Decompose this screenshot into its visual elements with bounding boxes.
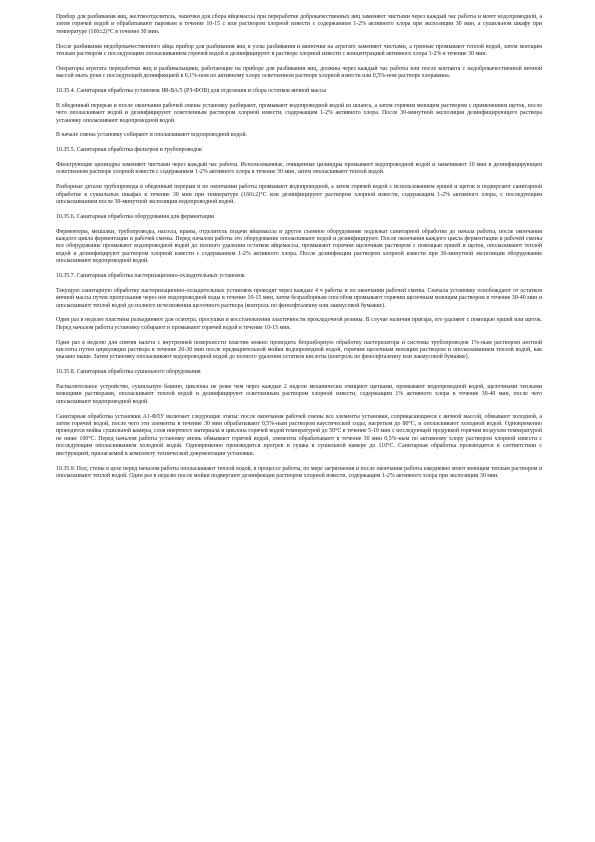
paragraph: Санитарная обработка установки А1-ФЛУ включает следующие этапы: после окончания рабочей смены все элементы установки, соприкасающиеся с яичной массой, обмывают холодной, а затем горячей водой, после чего эти элементы в течение 30 мин обрабатывают 0,5%-ным раствором каустической соды, нагретым до 80°С, и ополаскивают холодной водой. Одновременно проводится мойка сушильной камеры, слоя инертного материала и циклона горячей водой температурой до 50°С в течение 5-10 мин с последующей продувкой горячим воздухом температурой не ниже 100°С. Перед началом работы установку вновь обмывают горячей водой, элементы обрабатывают в течение 30 мин 0,5%-ным по активному хлору раствором хлорной извести с последующим ополаскиванием холодной водой. Одновременно производится прогрев и сушка в сушильной камере до 110°С. Санитарная обработка производится в соответствии с инструкцией, прилагаемой к комплекту технической документации установки. — [56, 413, 542, 457]
paragraph: В обеденный перерыв и после окончания рабочей смены установку разбирают, промывают водопроводной водой из шланга, а затем горячим моющим раствором с применением щеток, после чего ополаскивают водой и дезинфицируют осветленным раствором хлорной извести, содержащим 1-2% активного хлора. После 30-минутной экспозиции дезинфицирующего раствора установку ополаскивают водопроводной водой. — [56, 102, 542, 124]
paragraph: Распылительное устройство, сушильную башню, циклоны не реже чем через каждые 2 недели механически очищают щетками, промывают водопроводной водой, щелочными теплыми моющими растворами, ополаскивают теплой водой и дезинфицируют осветленным раствором хлорной извести, содержащим 1% активного хлора в течение 30-40 мин, после чего ополаскивают водопроводной водой. — [56, 384, 542, 405]
paragraph: Один раз в неделю для снятия налета с внутренней поверхности пластин можно проводить безразборную обработку пастеризатора и системы трубопроводов 1%-ным раствором азотной кислоты путем циркуляции раствора в течение 20-30 мин после предварительной мойки водопроводной водой, горячим щелочным моющим раствором и ополаскиванием теплой водой, как указано выше. Затем установку ополаскивают водопроводной водой до полного удаления остатков кислоты (контроль по фенолфталеину или лакмусовой бумажке). — [56, 339, 542, 361]
section-heading: 10.35.5. Санитарная обработка фильтров и трубопроводов — [56, 147, 202, 154]
section-heading: 10.35.7. Санитарная обработка пастеризационно-охладительных установок — [56, 273, 245, 280]
paragraph: Операторы агрегата переработки яиц и разбивальщики, работающие на приборе для разбивания яиц, должны через каждый час работы или после контакта с недоброкачественной яичной массой мыть руки с последующей дезинфекцией в 0,1%-ном по активному хлору осветленном растворе хлорной извести или 0,5%-ном растворе хлорамина. — [56, 65, 542, 80]
paragraph: Ферментеры, мешалки, трубопроводы, насосы, краны, отделитель подачи яйцемассы и другое съемное оборудование подлежат санитарной обработке до начала работы, после окончания каждого цикла ферментации и рабочей смены. Перед началом работы это оборудование ополаскивают водой и дезинфицируют. После окончания каждого цикла ферментации и рабочей смены все оборудование промывают водопроводной водой до полного удаления остатков яйцемассы, промывают горячим щелочным раствором с помощью ершей и щеток, ополаскивают теплой водой и дезинфицируют раствором хлорной извести с содержанием 1-2% активного хлора. После дезинфекции раствором хлорной извести при 30-минутной экспозиции оборудование ополаскивают водопроводной водой. — [56, 228, 542, 265]
paragraph: После разбивания недоброкачественного яйца прибор для разбивания яиц и узлы разбивания и ванночки на агрегате заменяют чистыми, а грязные промывают теплой водой, затем моющим теплым раствором с последующим ополаскиванием горячей водой и дезинфицируют в растворе хлорной извести с концентрацией активного хлора 1-2% в течение 30 мин. — [56, 43, 542, 58]
section-heading: 10.35.6. Санитарная обработка оборудования для ферментации — [56, 213, 215, 220]
paragraph: Текущую санитарную обработку пастеризационно-охладительных установок проводят через каждые 4 ч работы и по окончании рабочей смены. Сначала установку освобождают от остатков яичной массы путем пропускания через нее водопроводной воды в течение 10-15 мин, затем безразборным способом промывают горячим щелочным моющим раствором в течение 30-40 мин и ополаскивают теплой водой до полного исчезновения щелочного раствора (контроль по фенолфталеину или лакмусовой бумажке). — [56, 287, 542, 309]
paragraph: Разборные детали трубопровода в обеденный перерыв и по окончании работы промывают водопроводной, а затем горячей водой с использованием ершей и щеток и подвергают санитарной обработке в сушильных шкафах в течение 30 мин при температуре (160±2)°С или дезинфицируют раствором хлорной извести, содержащим 1-2% активного хлора, с последующим ополаскиванием после 30-минутной экспозиции водопроводной водой. — [56, 184, 542, 206]
document-page — [56, 14, 542, 488]
paragraph: Фильтрующие цилиндры заменяют чистыми через каждый час работы. Использованные, очищенные цилиндры промывают водопроводной водой и замачивают 10 мин в дезинфицирующем осветленном растворе хлорной извести с содержанием 1-2% активного хлора в течение 30 мин, затем ополаскивают теплой водой. — [56, 162, 542, 176]
paragraph: Один раз в неделю пластины разъединяют для осмотра, просушки и восстановления эластичности прокладочной резины. В случае наличия пригара, его удаляют с помощью ершей или щеток. Перед началом работы установку собирают и промывают горячей водой в течение 10-15 мин. — [56, 317, 542, 331]
paragraph: Прибор для разбивания яиц, желткоотделитель, чашечки для сбора яйцемассы при переработке доброкачественных яиц заменяют чистыми через каждый час работы и моют водопроводной, а затем горячей водой и обрабатывают паровым в течение 10-15 с или раствором хлорной извести с содержанием 1-2% активного хлора при экспозиции 30 мин, а сушильном шкафу при температуре (160±2)°С в течение 30 мин. — [56, 14, 542, 35]
section-heading: 10.35.8. Санитарная обработка сушильного оборудования — [56, 369, 201, 376]
paragraph: 10.35.9. Пол, стены в цехе перед началом работы ополаскивают теплой водой, в процессе работы, по мере загрязнения и после окончания работы ежедневно моют моющим теплым раствором и ополаскивают теплой водой. Один раз в неделю после мойки подвергают дезинфекции раствором хлорной извести, содержащим 1-2% активного хлора при экспозиции 30 мин. — [56, 465, 542, 479]
section-heading: 10.35.4. Санитарная обработка установок Я8-ВА/5 (РЗ-ФОВ) для отделения и сбора остатков яичной массы — [56, 88, 327, 95]
paragraph: В начале смены установку собирают и ополаскивают водопроводной водой. — [56, 132, 247, 139]
